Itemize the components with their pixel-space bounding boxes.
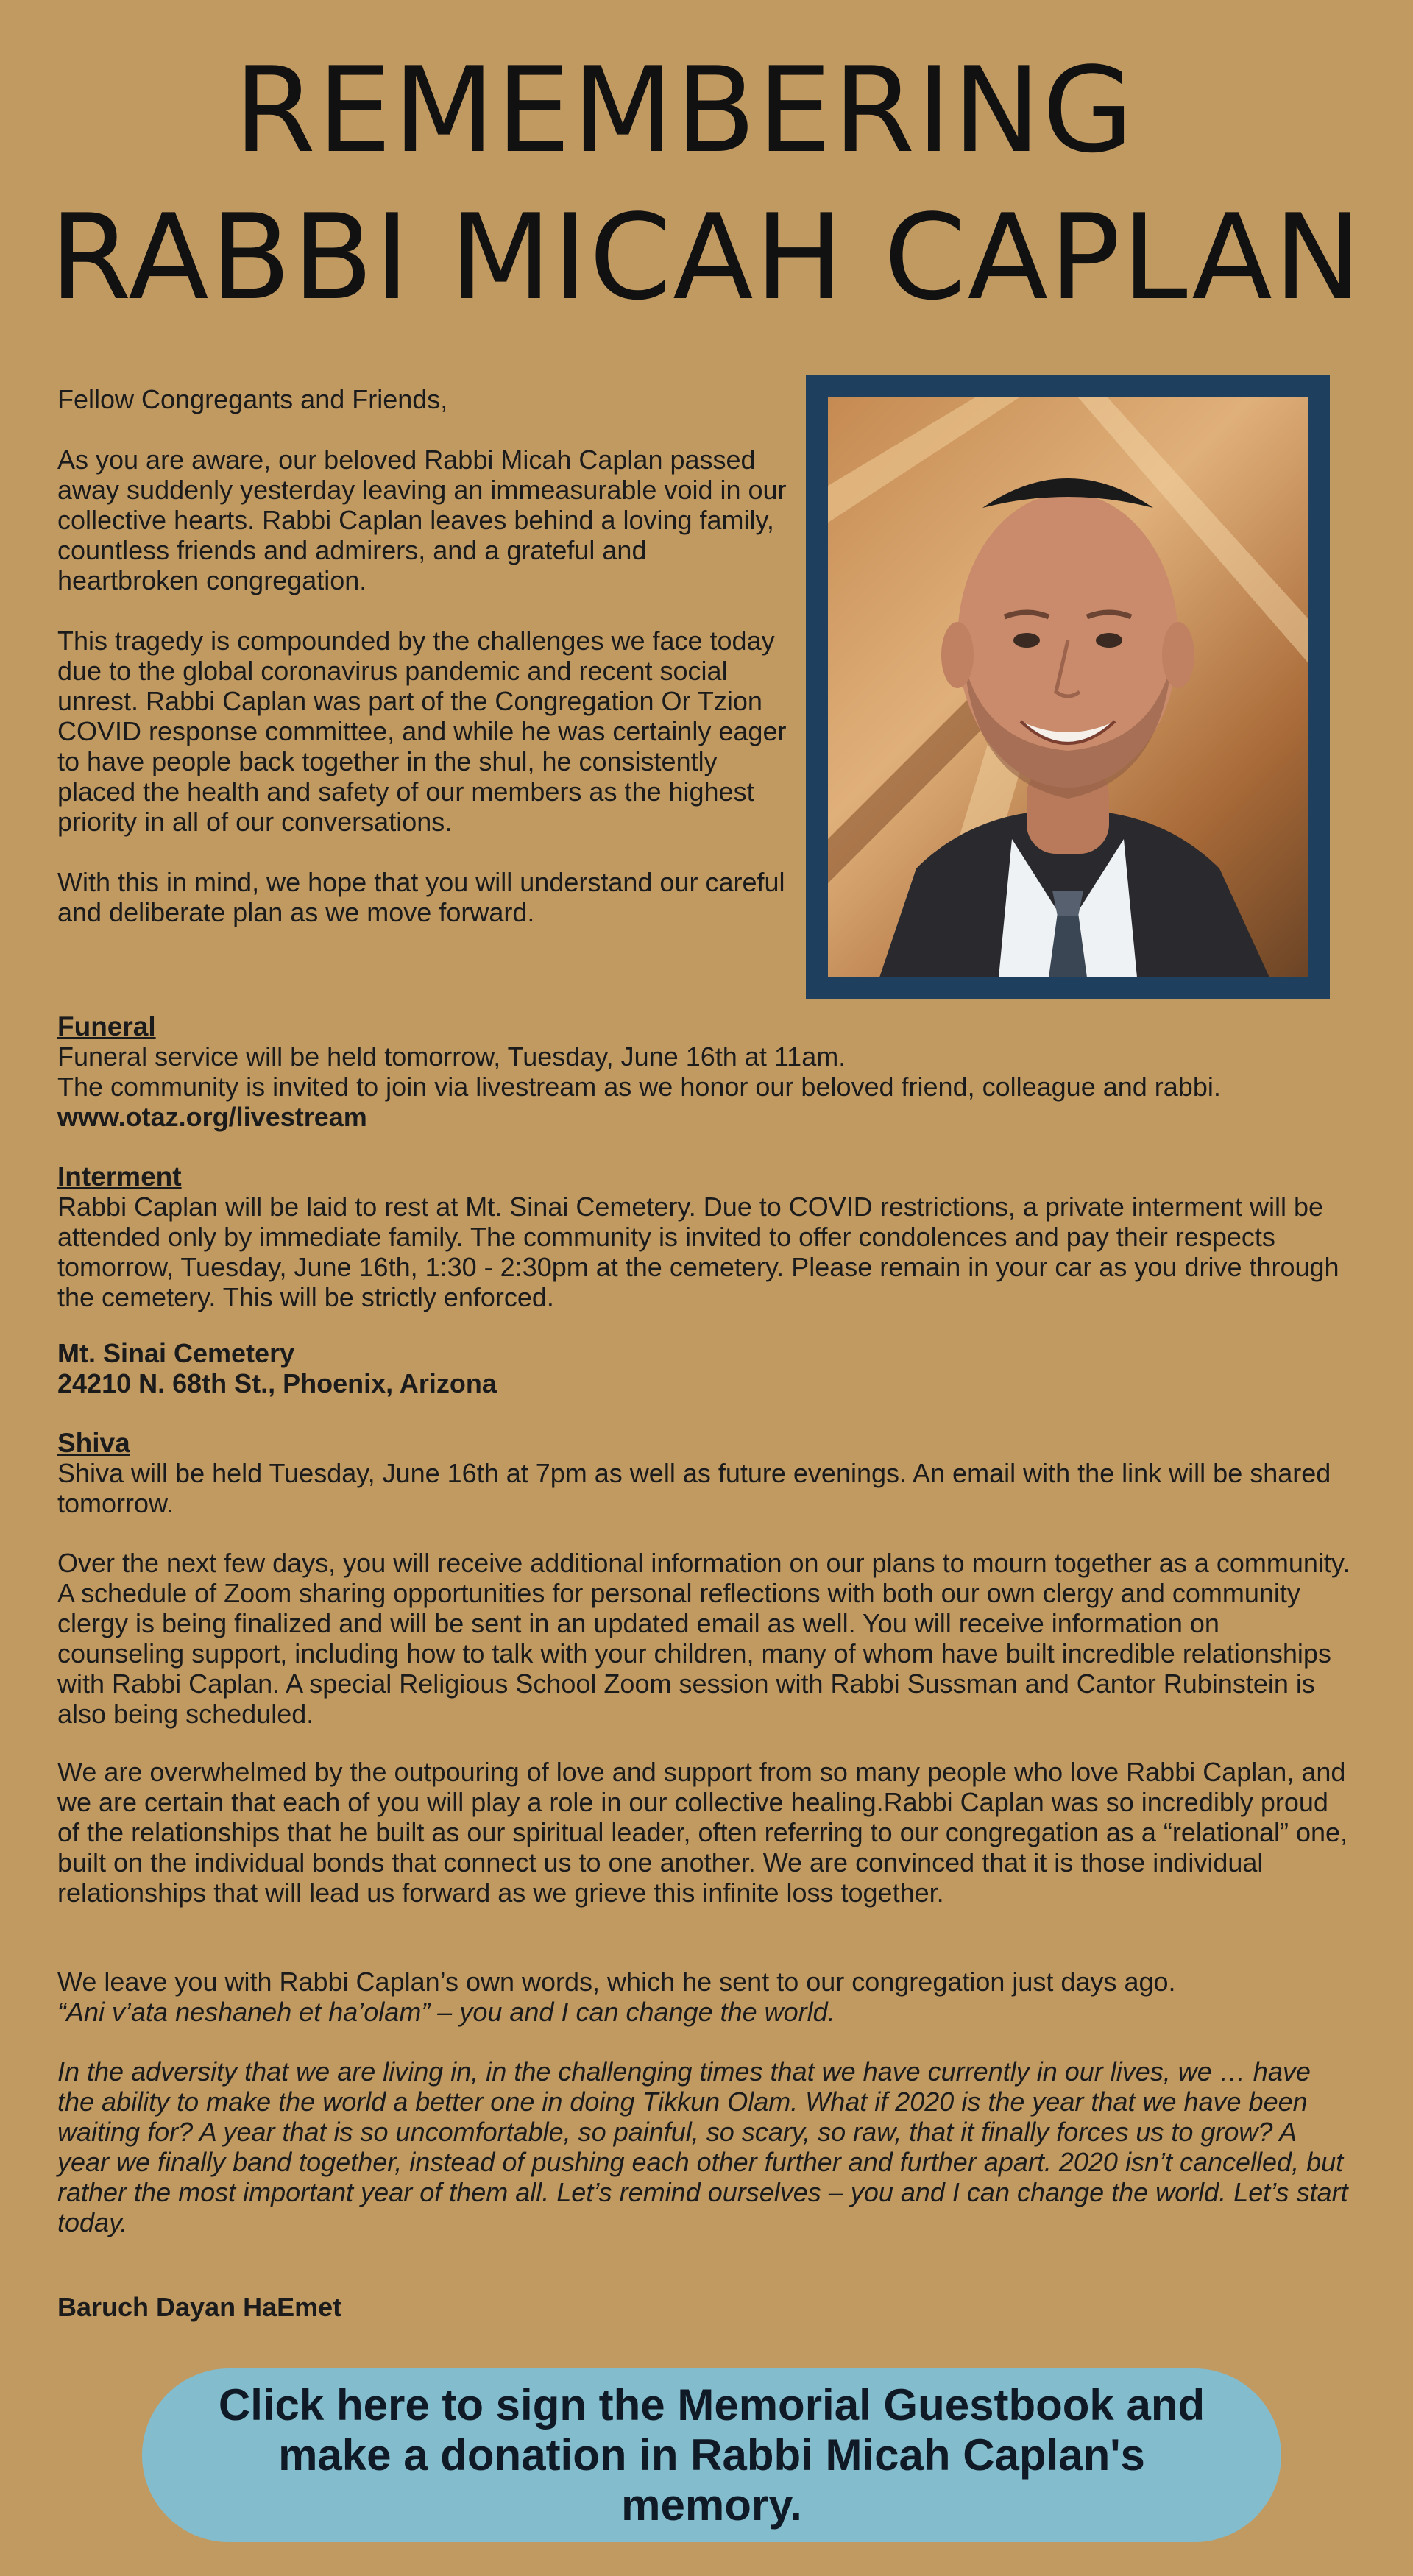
intro-paragraph-1: As you are aware, our beloved Rabbi Micah Caplan passed away suddenly yesterday leaving an immeasurable void in our collective hearts. Rabbi Caplan leaves behind a loving family, countless friends and admirers, and a grateful and heartbroken congregation. (57, 445, 787, 595)
guestbook-donation-button[interactable] (142, 2368, 1281, 2542)
cemetery-address: 24210 N. 68th St., Phoenix, Arizona (57, 1368, 497, 1398)
cemetery-section (57, 1338, 1353, 1398)
overwhelmed-section (57, 1757, 1353, 1908)
shiva-section (57, 1428, 1353, 1518)
closing-section (57, 2292, 1353, 2322)
interment-heading: Interment (57, 1161, 182, 1192)
funeral-section (57, 1011, 1353, 1132)
cemetery-name: Mt. Sinai Cemetery (57, 1338, 295, 1368)
livestream-link[interactable]: www.otaz.org/livestream (57, 1102, 367, 1132)
interment-section (57, 1161, 1353, 1312)
interment-text: Rabbi Caplan will be laid to rest at Mt. Sinai Cemetery. Due to COVID restrictions, a private interment will be attended only by immediate family. The community is invited to offer condolences and pay their respects tomorrow, Tuesday, June 16th, 1:30 - 2:30pm at the cemetery. Please remain in your car as you drive through the cemetery. This will be strictly enforced. (57, 1192, 1339, 1312)
shiva-text: Shiva will be held Tuesday, June 16th at 7pm as well as future evenings. An email with the link will be shared tomorrow. (57, 1458, 1331, 1518)
next-days-paragraph: Over the next few days, you will receive additional information on our plans to mourn together as a community. A schedule of Zoom sharing opportunities for personal reflections with both our own clergy and community clergy is being finalized and will be sent in an updated email as well. You will receive information on counseling support, including how to talk with your children, many of whom have built incredible relationships with Rabbi Caplan. A special Religious School Zoom session with Rabbi Sussman and Cantor Rubinstein is also being scheduled. (57, 1548, 1350, 1729)
intro-section (57, 384, 793, 958)
closing-line: Baruch Dayan HaEmet (57, 2292, 342, 2322)
quote-short: “Ani v’ata neshaneh et ha’olam” – you and I can change the world. (57, 1997, 835, 2027)
funeral-heading: Funeral (57, 1011, 156, 1041)
next-days-section (57, 1548, 1353, 1729)
funeral-line-1: Funeral service will be held tomorrow, Tuesday, June 16th at 11am. (57, 1041, 846, 1072)
overwhelmed-paragraph: We are overwhelmed by the outpouring of love and support from so many people who love Rabbi Caplan, and we are certain that each of you will play a role in our collective healing.Rabbi Caplan was so incredibly proud of the relationships that he built as our spiritual leader, often referring to our congregation as a “relational” one, built on the individual bonds that connect us to one another. We are convinced that it is those individual relationships that will lead us forward as we grieve this infinite loss together. (57, 1757, 1348, 1908)
funeral-line-2: The community is invited to join via livestream as we honor our beloved friend, colleague and rabbi. (57, 1072, 1221, 1102)
intro-paragraph-2: This tragedy is compounded by the challenges we face today due to the global coronavirus pandemic and recent social unrest. Rabbi Caplan was part of the Congregation Or Tzion COVID response committee, and while he was certainly eager to have people back together in the shul, he consistently placed the health and safety of our members as the highest priority in all of our conversations. (57, 626, 787, 837)
rabbi-portrait-photo (828, 397, 1308, 977)
quote-long: In the adversity that we are living in, in the challenging times that we have currently in our lives, we … have the ability to make the world a better one in doing Tikkun Olam. What if 2020 is the year that we have been waiting for? A year that is so uncomfortable, so painful, so scary, so raw, that it finally forces us to grow? A year we finally band together, instead of pushing each other further and further apart. 2020 isn’t cancelled, but rather the most important year of them all. Let’s remind ourselves – you and I can change the world. Let’s start today. (57, 2056, 1348, 2237)
intro-paragraph-3: With this in mind, we hope that you will understand our careful and deliberate plan as we move forward. (57, 867, 785, 927)
portrait-illustration (828, 397, 1308, 977)
guestbook-donation-label: Click here to sign the Memorial Guestbook and make a donation in Rabbi Micah Caplan's memory. (218, 2380, 1205, 2530)
greeting: Fellow Congregants and Friends, (57, 384, 448, 414)
title-line-1: REMEMBERING (233, 41, 1136, 179)
leave-with-section (57, 1967, 1353, 2027)
title-line-2: RABBI MICAH CAPLAN (49, 188, 1364, 326)
leave-with-paragraph: We leave you with Rabbi Caplan’s own words, which he sent to our congregation just days ago. (57, 1967, 1176, 1997)
portrait-frame (806, 375, 1330, 999)
shiva-heading: Shiva (57, 1428, 130, 1458)
quote-section (57, 2056, 1353, 2237)
